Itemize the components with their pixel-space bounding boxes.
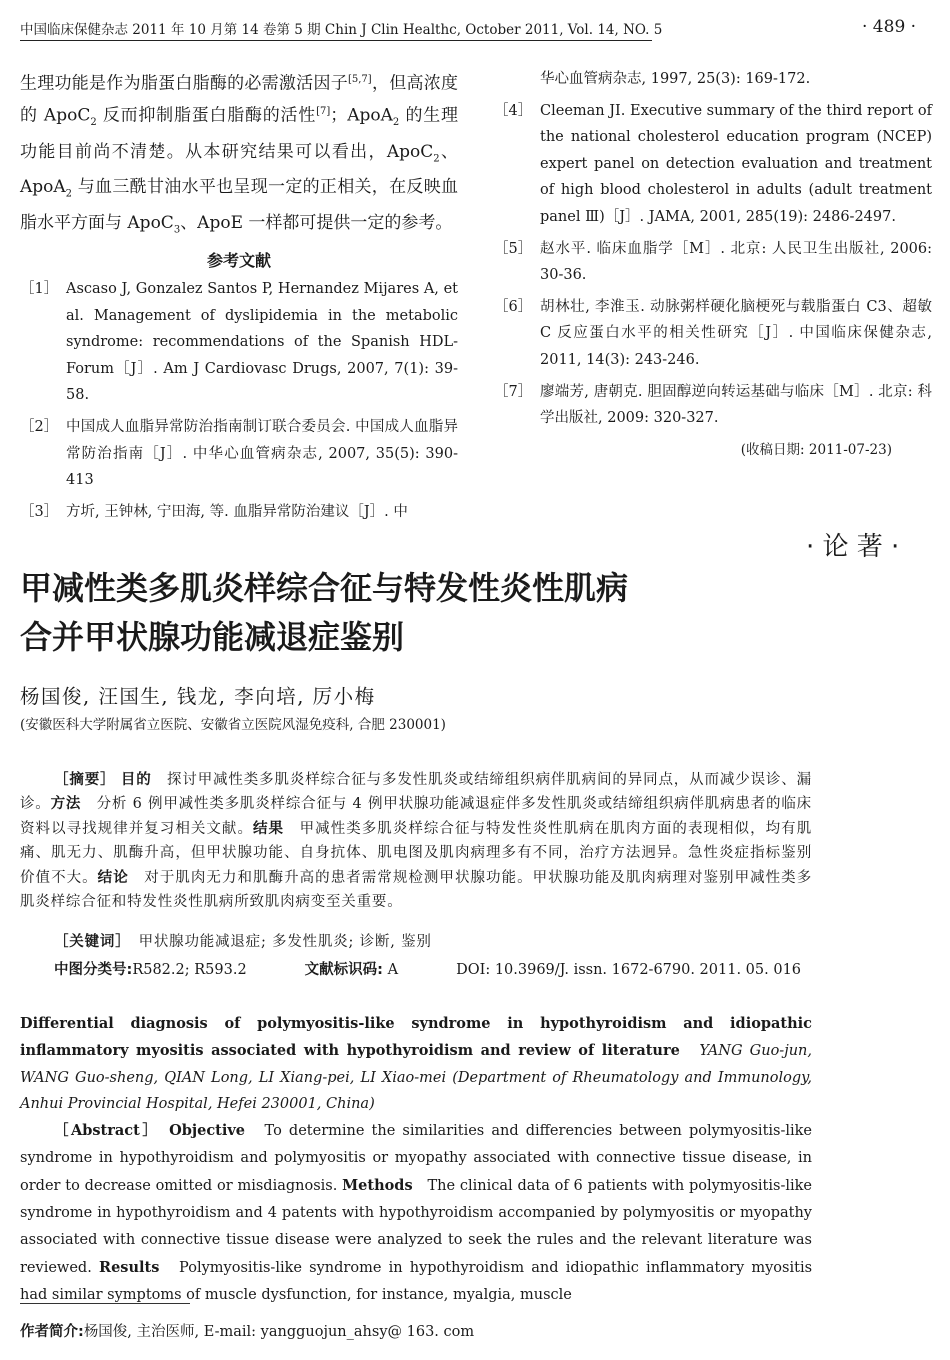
reference-continuation: 华心血管病杂志, 1997, 25(3): 169-172. <box>540 71 811 87</box>
footnote-rule <box>20 1303 190 1304</box>
authors: 杨国俊, 汪国生, 钱龙, 李向培, 厉小梅 <box>20 685 376 708</box>
reference-item: ［7］ 廖端芳, 唐朝克. 胆固醇逆向转运基础与临床［M］. 北京: 科学出版社, 2009: 320-327. <box>494 383 932 427</box>
english-authors: YANG Guo-jun, WANG Guo-sheng, QIAN Long, LI Xiang-pei, LI Xiao-mei <box>20 1042 812 1086</box>
english-affiliation: (Department of Rheumatology and Immunology, Anhui Provincial Hospital, Hefei 230001, China) <box>20 1069 813 1113</box>
affiliation: (安徽医科大学附属省立医院、安徽省立医院风湿免疫科, 合肥 230001) <box>20 717 446 733</box>
references-list-left <box>20 276 458 530</box>
reference-item: ［2］ 中国成人血脂异常防治指南制订联合委员会. 中国成人血脂异常防治指南［J］. 中华心血管病杂志, 2007, 35(5): 390-413 <box>20 418 458 489</box>
english-title: Differential diagnosis of polymyositis-like syndrome in hypothyroidism and idiopathic inflammatory myositis associated with hypothyroidism and review of literature <box>20 1015 812 1059</box>
header-rule <box>20 40 652 41</box>
title-line: 合并甲状腺功能减退症鉴别 <box>20 618 405 656</box>
author-footnote: 作者简介:杨国俊, 主治医师, E-mail: yangguojun_ahsy@ 163. com <box>20 1324 475 1340</box>
references-heading: 参考文献 <box>206 251 271 270</box>
received-date: (收稿日期: 2011-07-23) <box>740 441 892 458</box>
english-abstract: ［Abstract］ Objective To determine the similarities and differencies between polymyositis-like syndrome in hypothyroidism and polymyositis or myopathy associated with connective tissue disease, in order to decrease omitted or misdiagnosis. Methods The clinical data of 6 patients with polymyositis-like syndrome in hypothyroidism and 4 patents with hypothyroidism accompanied by polymyositis or myopathy associated with connective tissue disease were analyzed to seek the rules and the relevant literature was reviewed. Results Polymyositis-like syndrome in hypothyroidism and idiopathic inflammatory myositis had similar symptoms of muscle dysfunction, for instance, myalgia, muscle <box>20 1122 813 1303</box>
page-number: · 489 · <box>862 17 917 37</box>
running-head: 中国临床保健杂志 2011 年 10 月第 14 卷第 5 期 Chin J Clin Healthc, October 2011, Vol. 14, NO. 5 <box>20 22 663 38</box>
conclusion-label: 结论 <box>97 869 129 886</box>
abstract-label: ［摘要］ <box>54 772 116 788</box>
reference-item: ［3］ 方圻, 王钟林, 宁田海, 等. 血脂异常防治建议［J］. 中 <box>20 503 408 520</box>
results-label: 结果 <box>253 820 285 837</box>
title-line: 甲减性类多肌炎样综合征与特发性炎性肌病 <box>20 569 629 607</box>
chinese-abstract: ［摘要］ 目的 探讨甲减性类多肌炎样综合征与多发性肌炎或结缔组织病伴肌病间的异同点，从而减少误诊、漏诊。方法 分析 6 例甲减性类多肌炎样综合征与 4 例甲状腺功能减退症伴多发性肌炎或结缔组织病伴肌病患者的临床资料以寻找规律并复习相关文献。结果 甲减性类多肌炎样综合征与特发性炎性肌病在肌肉方面的表现相似，均有肌痛、肌无力、肌酶升高，但甲状腺功能、自身抗体、肌电图及肌肉病理多有不同，治疗方法迥异。急性炎症指标鉴别价值不大。结论 对于肌肉无力和肌酶升高的患者需常规检测甲状腺功能。甲状腺功能及肌肉病理对鉴别甲减性类多肌炎样综合征和特发性炎性肌病所致肌肉病变至关重要。 <box>20 772 812 911</box>
article-title <box>20 564 628 662</box>
reference-item: ［1］ Ascaso J, Gonzalez Santos P, Hernandez Mijares A, et al. Management of dyslipidemia in the metabolic syndrome: recommendations of the Spanish HDL-Forum［J］. Am J Cardiovasc Drugs, 2007, 7(1): 39-58. <box>20 281 458 404</box>
prev-article-body <box>20 66 458 245</box>
english-title-block <box>20 1011 812 1118</box>
reference-item: ［5］ 赵水平. 临床血脂学［M］. 北京: 人民卫生出版社, 2006: 30-36. <box>494 240 932 284</box>
reference-item: ［4］ Cleeman JI. Executive summary of the third report of the national cholesterol education program (NCEP) expert panel on detection evaluation and treatment of high blood cholesterol in adults (adult treatment panel Ⅲ)［J］. JAMA, 2001, 285(19): 2486-2497. <box>494 102 932 225</box>
objective-label: 目的 <box>120 772 152 788</box>
prev-article-paragraph: 生理功能是作为脂蛋白脂酶的必需激活因子[5,7]，但高浓度的 ApoC$_2$ 反而抑制脂蛋白脂酶的活性[7]；ApoA$_2$ 的生理功能目前尚不清楚。从本研究结果可以看出，ApoC$_2$、ApoA$_2$ 与血三酰甘油水平也呈现一定的正相关，在反映血脂水平方面与 ApoC$_3$、ApoE 一样都可提供一定的参考。 <box>20 73 459 236</box>
keywords: ［关键词］ 甲状腺功能减退症; 多发性肌炎; 诊断, 鉴别 <box>54 934 432 950</box>
column-label: · 论 著 · <box>806 532 900 562</box>
doi: DOI: 10.3969/J. issn. 1672-6790. 2011. 05. 016 <box>456 962 802 978</box>
reference-item: ［6］ 胡林壮, 李淮玉. 动脉粥样硬化脑梗死与载脂蛋白 C3、超敏 C 反应蛋白水平的相关性研究［J］. 中国临床保健杂志, 2011, 14(3): 243-246. <box>494 298 932 368</box>
classification-line: 中图分类号:R582.2; R593.2 文献标识码: A DOI: 10.3969/J. issn. 1672-6790. 2011. 05. 016 <box>54 962 802 978</box>
references-list-right <box>494 66 932 463</box>
methods-label: 方法 <box>50 796 82 813</box>
